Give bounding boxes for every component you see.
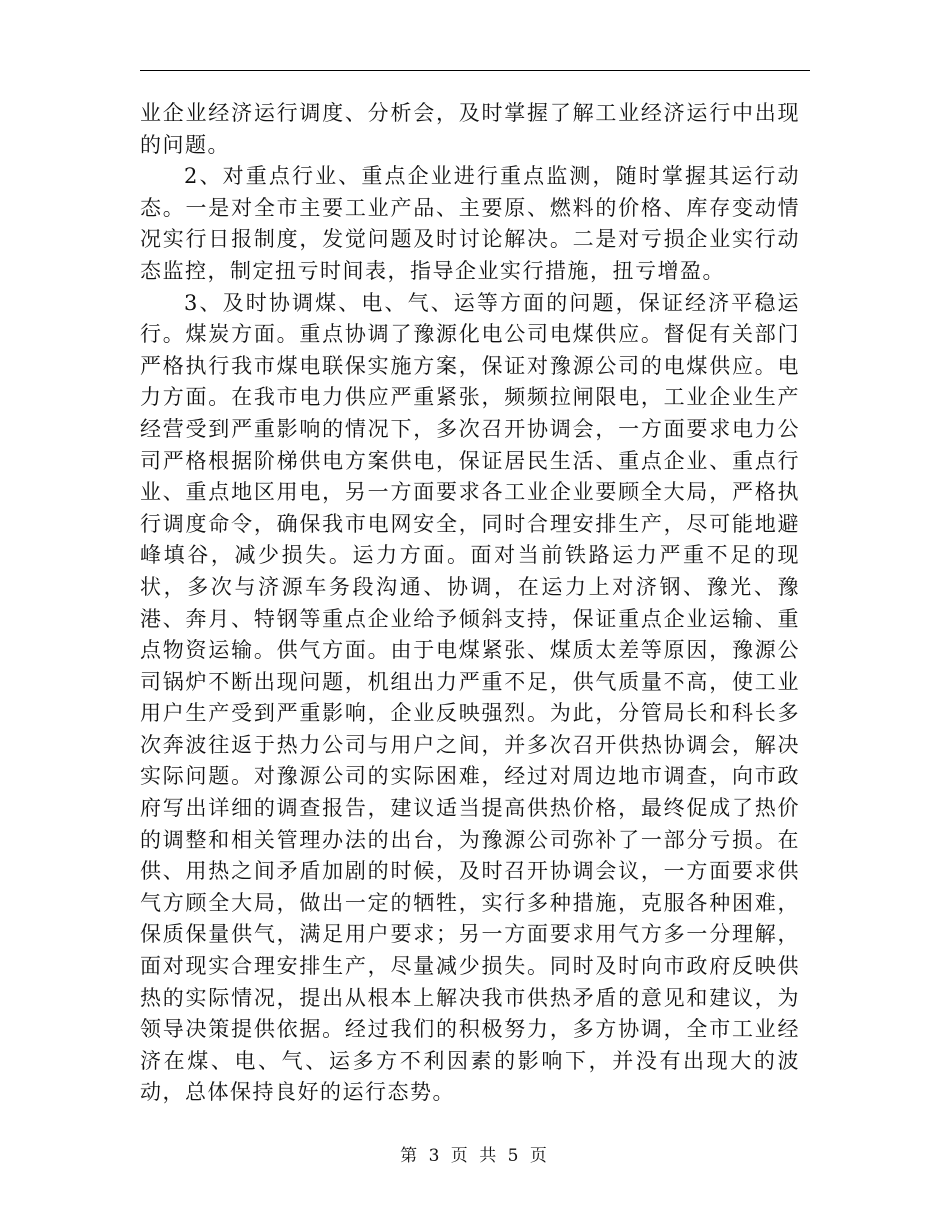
header-rule — [140, 70, 810, 71]
document-body — [140, 98, 800, 1109]
paragraph-2: 2、对重点行业、重点企业进行重点监测，随时掌握其运行动态。一是对全市主要工业产品、主要原、燃料的价格、库存变动情况实行日报制度，发觉问题及时讨论解决。二是对亏损企业实行动态监控，制定扭亏时间表，指导企业实行措施，扭亏增盈。 — [140, 164, 800, 283]
paragraph-3: 3、及时协调煤、电、气、运等方面的问题，保证经济平稳运行。煤炭方面。重点协调了豫源化电公司电煤供应。督促有关部门严格执行我市煤电联保实施方案，保证对豫源公司的电煤供应。电力方面。在我市电力供应严重紧张，频频拉闸限电，工业企业生产经营受到严重影响的情况下，多次召开协调会，一方面要求电力公司严格根据阶梯供电方案供电，保证居民生活、重点企业、重点行业、重点地区用电，另一方面要求各工业企业要顾全大局，严格执行调度命令，确保我市电网安全，同时合理安排生产，尽可能地避峰填谷，减少损失。运力方面。面对当前铁路运力严重不足的现状，多次与济源车务段沟通、协调，在运力上对济钢、豫光、豫港、奔月、特钢等重点企业给予倾斜支持，保证重点企业运输、重点物资运输。供气方面。由于电煤紧张、煤质太差等原因，豫源公司锅炉不断出现问题，机组出力严重不足，供气质量不高，使工业用户生产受到严重影响，企业反映强烈。为此，分管局长和科长多次奔波往返于热力公司与用户之间，并多次召开供热协调会，解决实际问题。对豫源公司的实际困难，经过对周边地市调查，向市政府写出详细的调查报告，建议适当提高供热价格，最终促成了热价的调整和相关管理办法的出台，为豫源公司弥补了一部分亏损。在供、用热之间矛盾加剧的时候，及时召开协调会议，一方面要求供气方顾全大局，做出一定的牺牲，实行多种措施，克服各种困难，保质保量供气，满足用户要求；另一方面要求用气方多一分理解，面对现实合理安排生产，尽量减少损失。同时及时向市政府反映供热的实际情况，提出从根本上解决我市供热矛盾的意见和建议，为领导决策提供依据。经过我们的积极努力，多方协调，全市工业经济在煤、电、气、运多方不利因素的影响下，并没有出现大的波动，总体保持良好的运行态势。 — [140, 290, 800, 1105]
paragraph-1: 业企业经济运行调度、分析会，及时掌握了解工业经济运行中出现的问题。 — [140, 101, 800, 157]
page-number-footer: 第 3 页 共 5 页 — [400, 1146, 550, 1166]
